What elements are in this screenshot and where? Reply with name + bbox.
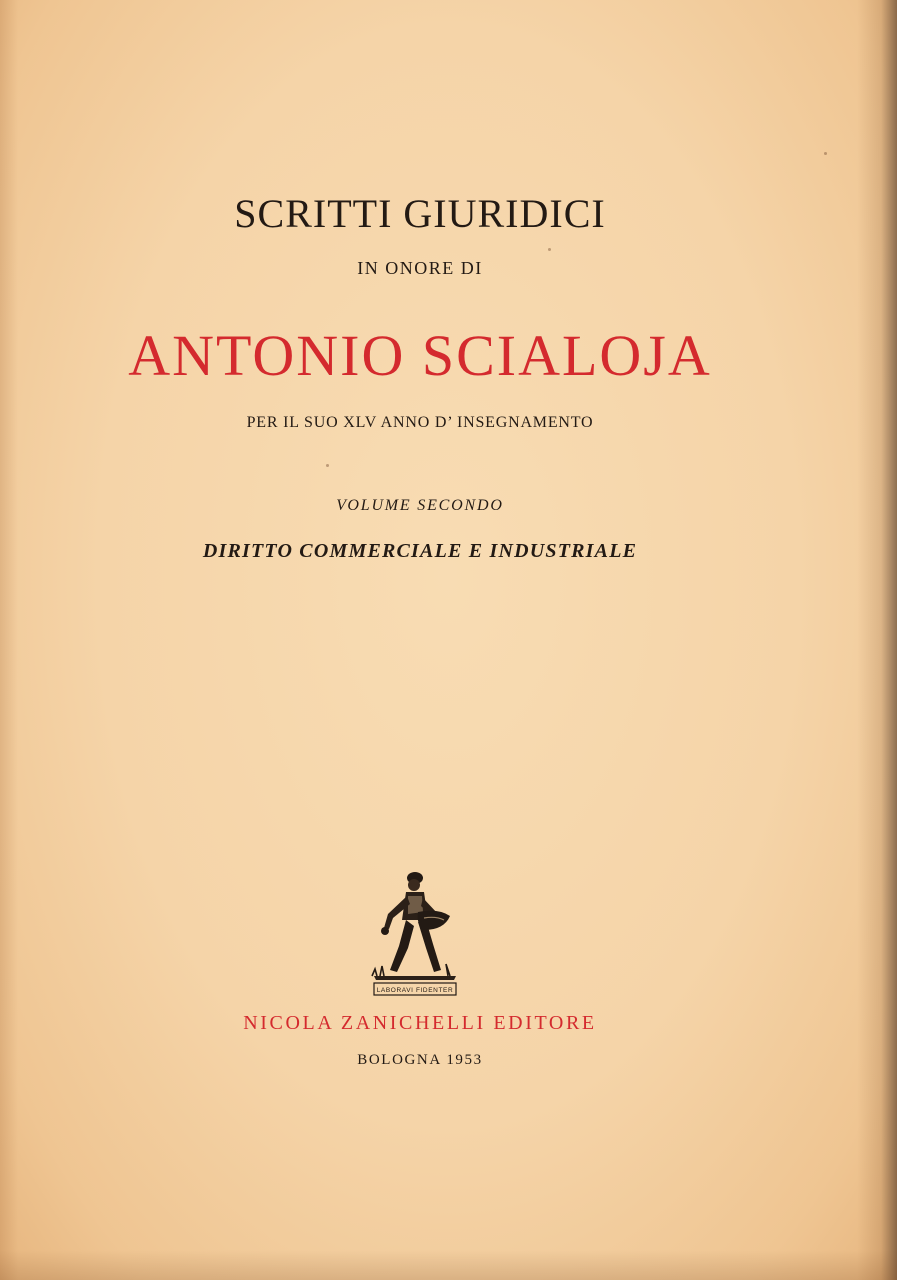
paper-bottom-shadow	[0, 1250, 897, 1280]
paper-speck	[548, 248, 551, 251]
volume-topic: DIRITTO COMMERCIALE E INDUSTRIALE	[202, 540, 638, 562]
paper-right-edge-shadow	[857, 0, 897, 1280]
dedication-line: PER IL SUO XLV ANNO D’ INSEGNAMENTO	[246, 414, 594, 431]
publisher-name: NICOLA ZANICHELLI EDITORE	[243, 1012, 597, 1034]
book-title: SCRITTI GIURIDICI	[234, 191, 606, 236]
place-year: BOLOGNA 1953	[357, 1052, 483, 1068]
honoree-name: ANTONIO SCIALOJA	[128, 323, 712, 388]
sower-emblem-icon	[366, 868, 462, 1000]
book-subtitle: IN ONORE DI	[357, 258, 483, 278]
volume-label: VOLUME SECONDO	[336, 497, 504, 514]
paper-speck	[326, 464, 329, 467]
paper-speck	[824, 152, 827, 155]
emblem-motto: LABORAVI FIDENTER	[376, 987, 454, 994]
